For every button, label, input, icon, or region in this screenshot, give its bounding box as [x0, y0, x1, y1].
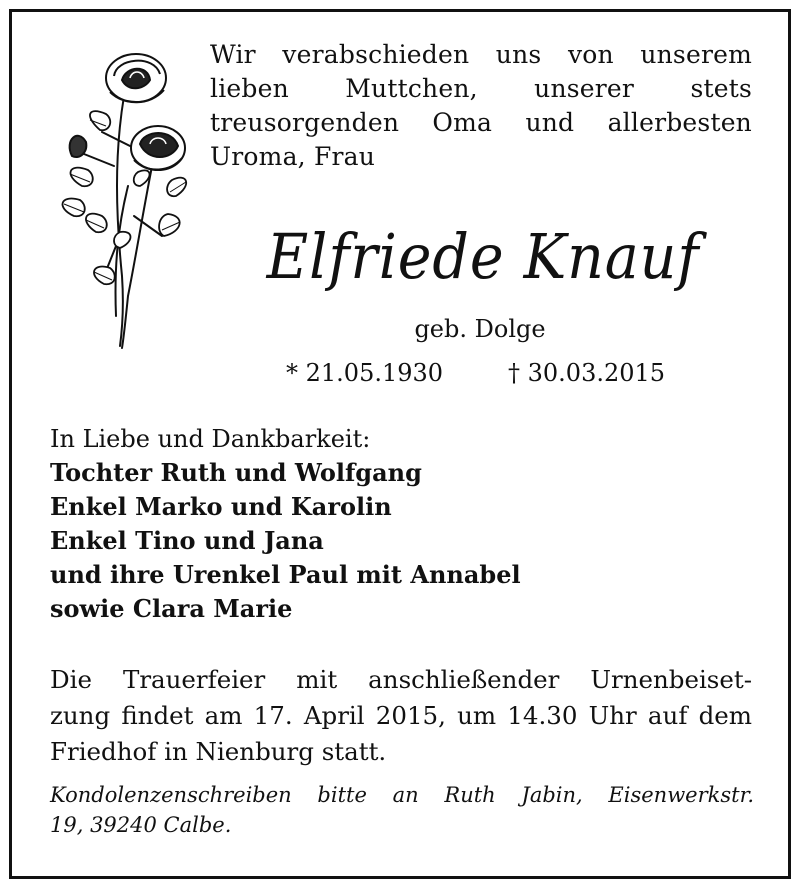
rose-icon: [44, 36, 194, 354]
intro-text: [210, 38, 752, 174]
funeral-notice: [50, 662, 752, 770]
condolence-line: Kondolenzenschreiben bitte an Ruth Jabin, Eisenwerkstr.: [50, 783, 754, 807]
mourner-name: Enkel Tino und Jana: [50, 526, 324, 555]
death-date: † 30.03.2015: [508, 359, 666, 387]
condolence-notice: [50, 780, 754, 840]
intro-line: Wir verabschieden uns von unserem: [210, 40, 752, 69]
funeral-line: Die Trauerfeier mit anschließender Urnenbeiset-: [50, 665, 752, 694]
condolence-line: 19, 39240 Calbe.: [50, 813, 232, 837]
maiden-name: geb. Dolge: [414, 315, 546, 343]
funeral-line: zung findet am 17. April 2015, um 14.30 Uhr auf dem: [50, 701, 752, 730]
mourner-name: sowie Clara Marie: [50, 594, 293, 623]
mourner-name: Enkel Marko und Karolin: [50, 492, 392, 521]
deceased-name: Elfriede Knauf: [266, 220, 700, 293]
birth-date: * 21.05.1930: [286, 359, 444, 387]
mourners-block: [50, 422, 750, 626]
intro-line: treusorgenden Oma und allerbesten: [210, 108, 752, 137]
mourner-name: und ihre Urenkel Paul mit Annabel: [50, 560, 521, 589]
mourners-intro: In Liebe und Dankbarkeit:: [50, 425, 371, 453]
intro-line: lieben Muttchen, unserer stets: [210, 74, 752, 103]
funeral-line: Friedhof in Nienburg statt.: [50, 737, 387, 766]
mourner-name: Tochter Ruth und Wolfgang: [50, 458, 422, 487]
intro-line: Uroma, Frau: [210, 142, 376, 171]
